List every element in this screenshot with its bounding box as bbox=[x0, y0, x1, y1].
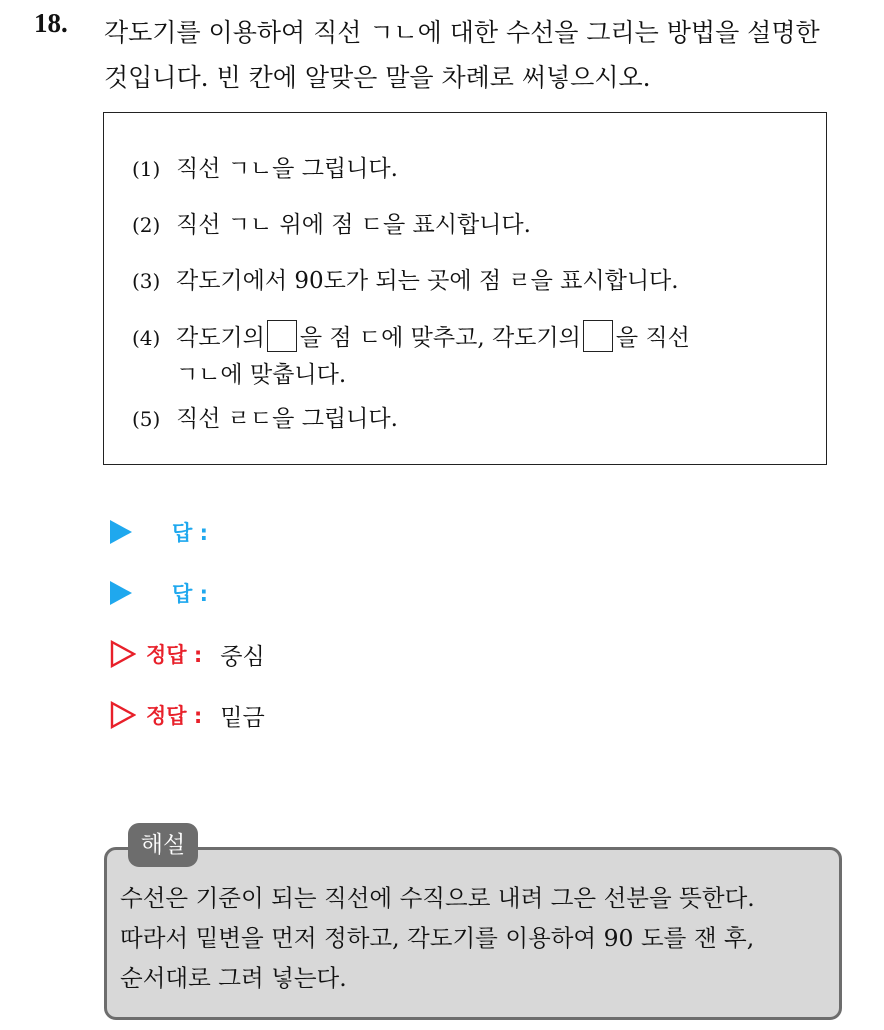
answer-label: 답 : bbox=[172, 521, 208, 545]
question-line-1: 각도기를 이용하여 직선 ㄱㄴ에 대한 수선을 그리는 방법을 설명한 bbox=[104, 18, 820, 47]
correct-answer-value: 중심 bbox=[220, 643, 265, 670]
explanation-line-2: 따라서 밑변을 먼저 정하고, 각도기를 이용하여 90 도를 잰 후, bbox=[120, 924, 755, 952]
question-line-2: 것입니다. 빈 칸에 알맞은 말을 차례로 써넣으시오. bbox=[104, 63, 651, 92]
step-text: 직선 ㄹㄷ을 그립니다. bbox=[176, 406, 398, 432]
correct-answer-label: 정답 : bbox=[146, 643, 203, 667]
step-5 bbox=[132, 402, 398, 436]
step-text: 직선 ㄱㄴ 위에 점 ㄷ을 표시합니다. bbox=[176, 212, 531, 238]
step-text-a: 각도기의 bbox=[176, 325, 265, 351]
step-text: 각도기에서 90도가 되는 곳에 점 ㄹ을 표시합니다. bbox=[176, 268, 679, 294]
step-number: (3) bbox=[132, 269, 161, 293]
step-4 bbox=[132, 320, 690, 355]
outline-play-triangle-icon bbox=[110, 701, 136, 729]
step-number: (5) bbox=[132, 407, 161, 431]
explanation-text bbox=[120, 878, 832, 998]
filled-play-triangle-icon bbox=[110, 581, 132, 605]
step-2 bbox=[132, 208, 531, 242]
explanation-line-1: 수선은 기준이 되는 직선에 수직으로 내려 그은 선분을 뜻한다. bbox=[120, 884, 755, 912]
step-number: (4) bbox=[132, 326, 161, 350]
blank-box-1[interactable] bbox=[267, 320, 297, 352]
step-number: (1) bbox=[132, 157, 161, 181]
correct-answer-row-1 bbox=[110, 637, 265, 671]
step-number: (2) bbox=[132, 213, 161, 237]
outline-play-triangle-icon bbox=[110, 640, 136, 668]
filled-play-triangle-icon bbox=[110, 520, 132, 544]
step-text: 직선 ㄱㄴ을 그립니다. bbox=[176, 156, 398, 182]
correct-answer-label: 정답 : bbox=[146, 704, 203, 728]
explanation-tab: 해설 bbox=[128, 823, 198, 867]
correct-answer-value: 밑금 bbox=[220, 704, 265, 731]
step-3 bbox=[132, 264, 679, 298]
answer-row-1 bbox=[110, 515, 208, 549]
question-text bbox=[104, 10, 874, 100]
step-4-continuation: ㄱㄴ에 맞춥니다. bbox=[176, 362, 347, 388]
question-number: 18. bbox=[34, 8, 68, 38]
step-text-b: 을 점 ㄷ에 맞추고, 각도기의 bbox=[299, 325, 581, 351]
steps-box bbox=[103, 112, 827, 465]
step-text-c: 을 직선 bbox=[615, 325, 690, 351]
answer-label: 답 : bbox=[172, 582, 208, 606]
explanation-line-3: 순서대로 그려 넣는다. bbox=[120, 964, 347, 992]
correct-answer-row-2 bbox=[110, 698, 265, 732]
blank-box-2[interactable] bbox=[583, 320, 613, 352]
step-1 bbox=[132, 152, 398, 186]
answer-row-2 bbox=[110, 576, 208, 610]
